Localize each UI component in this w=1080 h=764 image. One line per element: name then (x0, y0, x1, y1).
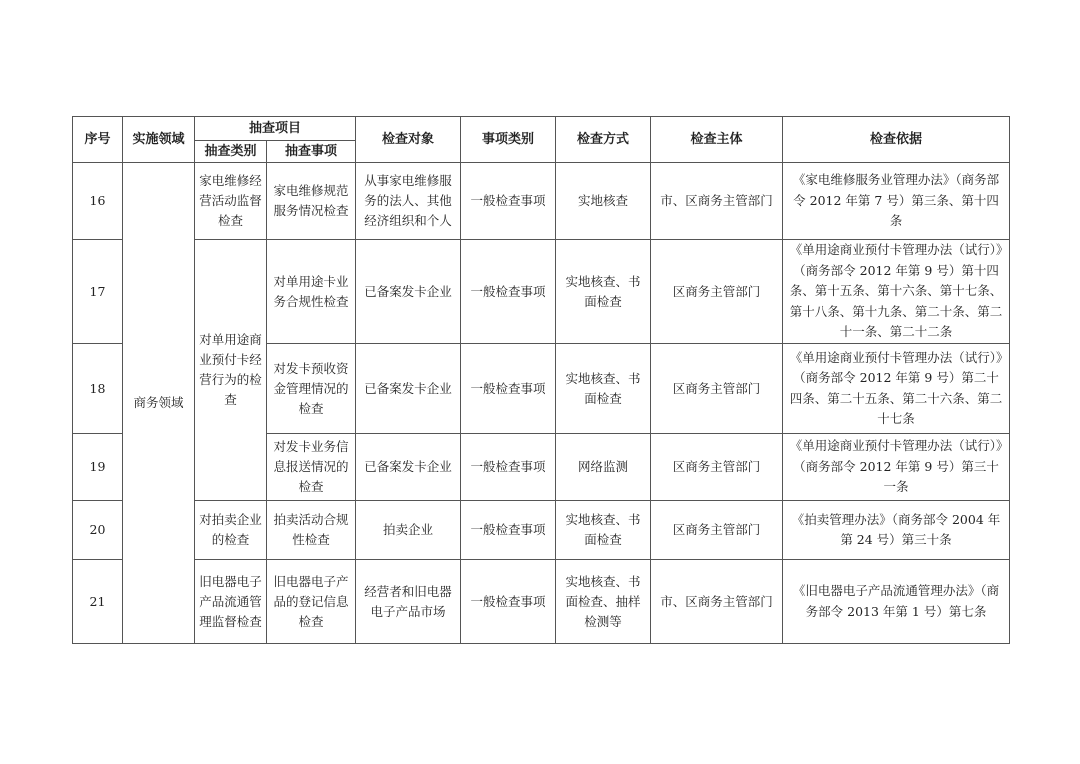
header-matter: 抽查事项 (267, 141, 356, 163)
header-item-group: 抽查项目 (195, 117, 356, 141)
header-type: 事项类别 (461, 117, 556, 163)
cell-method: 网络监测 (556, 434, 651, 501)
cell-target: 已备案发卡企业 (356, 240, 461, 344)
cell-target: 从事家电维修服务的法人、其他经济组织和个人 (356, 163, 461, 240)
cell-basis: 《单用途商业预付卡管理办法（试行）》（商务部令 2012 年第 9 号）第十四条、第十五条、第十六条、第十七条、第十八条、第十九条、第二十条、第二十一条、第二十二条 (783, 240, 1010, 344)
cell-subject: 区商务主管部门 (651, 434, 783, 501)
cell-seq: 19 (73, 434, 123, 501)
cell-subject: 区商务主管部门 (651, 501, 783, 560)
cell-type: 一般检查事项 (461, 434, 556, 501)
cell-category: 旧电器电子产品流通管理监督检查 (195, 560, 267, 644)
cell-subject: 区商务主管部门 (651, 240, 783, 344)
header-basis: 检查依据 (783, 117, 1010, 163)
cell-basis: 《旧电器电子产品流通管理办法》（商务部令 2013 年第 1 号）第七条 (783, 560, 1010, 644)
cell-type: 一般检查事项 (461, 344, 556, 434)
cell-type: 一般检查事项 (461, 240, 556, 344)
cell-target: 拍卖企业 (356, 501, 461, 560)
cell-type: 一般检查事项 (461, 560, 556, 644)
table-row (73, 501, 1010, 560)
cell-type: 一般检查事项 (461, 163, 556, 240)
cell-method: 实地核查、书面检查 (556, 501, 651, 560)
cell-category: 对拍卖企业的检查 (195, 501, 267, 560)
cell-basis: 《单用途商业预付卡管理办法（试行）》（商务部令 2012 年第 9 号）第二十四条、第二十五条、第二十六条、第二十七条 (783, 344, 1010, 434)
cell-method: 实地核查、书面检查、抽样检测等 (556, 560, 651, 644)
cell-method: 实地核查、书面检查 (556, 240, 651, 344)
cell-matter: 旧电器电子产品的登记信息检查 (267, 560, 356, 644)
cell-category: 家电维修经营活动监督检查 (195, 163, 267, 240)
inspection-table (72, 116, 1010, 644)
cell-category: 对单用途商业预付卡经营行为的检查 (195, 240, 267, 501)
table-row (73, 240, 1010, 344)
cell-matter: 家电维修规范服务情况检查 (267, 163, 356, 240)
header-row (73, 117, 1010, 141)
cell-method: 实地核查、书面检查 (556, 344, 651, 434)
cell-method: 实地核查 (556, 163, 651, 240)
cell-seq: 17 (73, 240, 123, 344)
cell-target: 已备案发卡企业 (356, 344, 461, 434)
cell-matter: 对发卡预收资金管理情况的检查 (267, 344, 356, 434)
cell-subject: 市、区商务主管部门 (651, 560, 783, 644)
cell-basis: 《单用途商业预付卡管理办法（试行）》（商务部令 2012 年第 9 号）第三十一条 (783, 434, 1010, 501)
header-subject: 检查主体 (651, 117, 783, 163)
cell-seq: 16 (73, 163, 123, 240)
table-row (73, 560, 1010, 644)
cell-subject: 市、区商务主管部门 (651, 163, 783, 240)
cell-seq: 21 (73, 560, 123, 644)
cell-field: 商务领域 (123, 163, 195, 644)
cell-subject: 区商务主管部门 (651, 344, 783, 434)
header-seq: 序号 (73, 117, 123, 163)
header-category: 抽查类别 (195, 141, 267, 163)
cell-seq: 18 (73, 344, 123, 434)
cell-basis: 《家电维修服务业管理办法》（商务部令 2012 年第 7 号）第三条、第十四条 (783, 163, 1010, 240)
header-target: 检查对象 (356, 117, 461, 163)
cell-target: 已备案发卡企业 (356, 434, 461, 501)
cell-matter: 对发卡业务信息报送情况的检查 (267, 434, 356, 501)
header-field: 实施领域 (123, 117, 195, 163)
cell-basis: 《拍卖管理办法》（商务部令 2004 年第 24 号）第三十条 (783, 501, 1010, 560)
cell-matter: 对单用途卡业务合规性检查 (267, 240, 356, 344)
cell-type: 一般检查事项 (461, 501, 556, 560)
cell-target: 经营者和旧电器电子产品市场 (356, 560, 461, 644)
header-method: 检查方式 (556, 117, 651, 163)
table-row (73, 163, 1010, 240)
cell-seq: 20 (73, 501, 123, 560)
cell-matter: 拍卖活动合规性检查 (267, 501, 356, 560)
